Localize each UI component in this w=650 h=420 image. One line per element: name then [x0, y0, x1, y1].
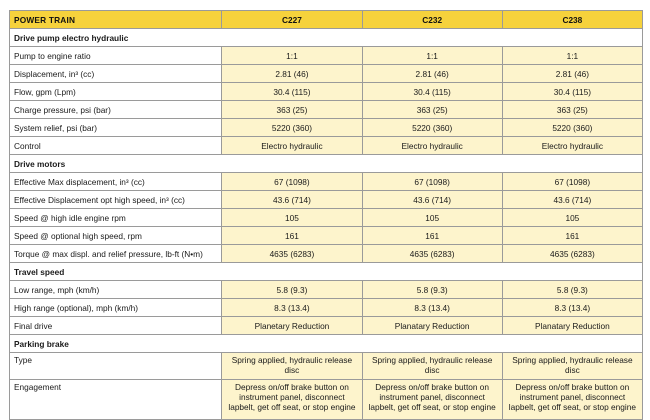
value-cell: 4635 (6283)	[222, 245, 362, 263]
value-cell: 2.81 (46)	[222, 65, 362, 83]
value-cell: 67 (1098)	[502, 173, 642, 191]
value-cell: 5.8 (9.3)	[502, 281, 642, 299]
row-label: Type	[10, 353, 222, 380]
value-cell: 363 (25)	[222, 101, 362, 119]
table-row	[10, 101, 643, 119]
power-train-spec-table	[9, 10, 643, 420]
table-row	[10, 119, 643, 137]
model-header-c238: C238	[502, 11, 642, 29]
section-row	[10, 155, 643, 173]
section-row	[10, 263, 643, 281]
value-cell: 30.4 (115)	[222, 83, 362, 101]
row-label: Displacement, in³ (cc)	[10, 65, 222, 83]
value-cell: 1:1	[222, 47, 362, 65]
row-label: Engagement	[10, 380, 222, 420]
row-label: Effective Displacement opt high speed, in³ (cc)	[10, 191, 222, 209]
value-cell: 8.3 (13.4)	[362, 299, 502, 317]
value-cell: Spring applied, hydraulic release disc	[502, 353, 642, 380]
table-row	[10, 191, 643, 209]
value-cell: 43.6 (714)	[222, 191, 362, 209]
section-row	[10, 335, 643, 353]
value-cell: 67 (1098)	[362, 173, 502, 191]
value-cell: 5220 (360)	[502, 119, 642, 137]
value-cell: 30.4 (115)	[502, 83, 642, 101]
section-title: Drive motors	[10, 155, 643, 173]
table-row	[10, 65, 643, 83]
table-row	[10, 137, 643, 155]
row-label: Flow, gpm (Lpm)	[10, 83, 222, 101]
table-row	[10, 227, 643, 245]
value-cell: Electro hydraulic	[502, 137, 642, 155]
row-label: Control	[10, 137, 222, 155]
value-cell: 8.3 (13.4)	[222, 299, 362, 317]
table-row	[10, 173, 643, 191]
row-label: Effective Max displacement, in³ (cc)	[10, 173, 222, 191]
value-cell: Planatary Reduction	[362, 317, 502, 335]
value-cell: 30.4 (115)	[362, 83, 502, 101]
value-cell: Depress on/off brake button on instrument panel, disconnect lapbelt, get off seat, or stop engine	[362, 380, 502, 420]
value-cell: 2.81 (46)	[362, 65, 502, 83]
value-cell: 4635 (6283)	[362, 245, 502, 263]
model-header-c227: C227	[222, 11, 362, 29]
table-row	[10, 317, 643, 335]
value-cell: 105	[362, 209, 502, 227]
power-train-spec-sheet	[9, 10, 643, 420]
value-cell: 363 (25)	[502, 101, 642, 119]
table-row	[10, 299, 643, 317]
row-label: High range (optional), mph (km/h)	[10, 299, 222, 317]
value-cell: 67 (1098)	[222, 173, 362, 191]
row-label: Speed @ optional high speed, rpm	[10, 227, 222, 245]
value-cell: 5.8 (9.3)	[222, 281, 362, 299]
table-row	[10, 353, 643, 380]
value-cell: 5220 (360)	[222, 119, 362, 137]
table-row	[10, 209, 643, 227]
value-cell: Depress on/off brake button on instrument panel, disconnect lapbelt, get off seat, or stop engine	[502, 380, 642, 420]
value-cell: Depress on/off brake button on instrument panel, disconnect lapbelt, get off seat, or stop engine	[222, 380, 362, 420]
value-cell: 5220 (360)	[362, 119, 502, 137]
value-cell: 43.6 (714)	[502, 191, 642, 209]
table-title: POWER TRAIN	[10, 11, 222, 29]
row-label: Final drive	[10, 317, 222, 335]
section-title: Parking brake	[10, 335, 643, 353]
value-cell: 4635 (6283)	[502, 245, 642, 263]
row-label: Low range, mph (km/h)	[10, 281, 222, 299]
row-label: Speed @ high idle engine rpm	[10, 209, 222, 227]
value-cell: 161	[502, 227, 642, 245]
value-cell: Spring applied, hydraulic release disc	[222, 353, 362, 380]
table-header-row	[10, 11, 643, 29]
value-cell: 5.8 (9.3)	[362, 281, 502, 299]
value-cell: 105	[222, 209, 362, 227]
value-cell: 161	[222, 227, 362, 245]
value-cell: Spring applied, hydraulic release disc	[362, 353, 502, 380]
row-label: Torque @ max displ. and relief pressure, lb-ft (N•m)	[10, 245, 222, 263]
value-cell: 2.81 (46)	[502, 65, 642, 83]
value-cell: Planatary Reduction	[502, 317, 642, 335]
value-cell: Planetary Reduction	[222, 317, 362, 335]
value-cell: 105	[502, 209, 642, 227]
value-cell: 43.6 (714)	[362, 191, 502, 209]
table-row	[10, 281, 643, 299]
value-cell: 8.3 (13.4)	[502, 299, 642, 317]
value-cell: Electro hydraulic	[362, 137, 502, 155]
section-title: Travel speed	[10, 263, 643, 281]
value-cell: 1:1	[362, 47, 502, 65]
value-cell: 363 (25)	[362, 101, 502, 119]
value-cell: 1:1	[502, 47, 642, 65]
row-label: System relief, psi (bar)	[10, 119, 222, 137]
table-row	[10, 47, 643, 65]
row-label: Pump to engine ratio	[10, 47, 222, 65]
table-body	[10, 29, 643, 420]
section-title: Drive pump electro hydraulic	[10, 29, 643, 47]
value-cell: Electro hydraulic	[222, 137, 362, 155]
row-label: Charge pressure, psi (bar)	[10, 101, 222, 119]
model-header-c232: C232	[362, 11, 502, 29]
value-cell: 161	[362, 227, 502, 245]
section-row	[10, 29, 643, 47]
table-row	[10, 83, 643, 101]
table-row	[10, 245, 643, 263]
